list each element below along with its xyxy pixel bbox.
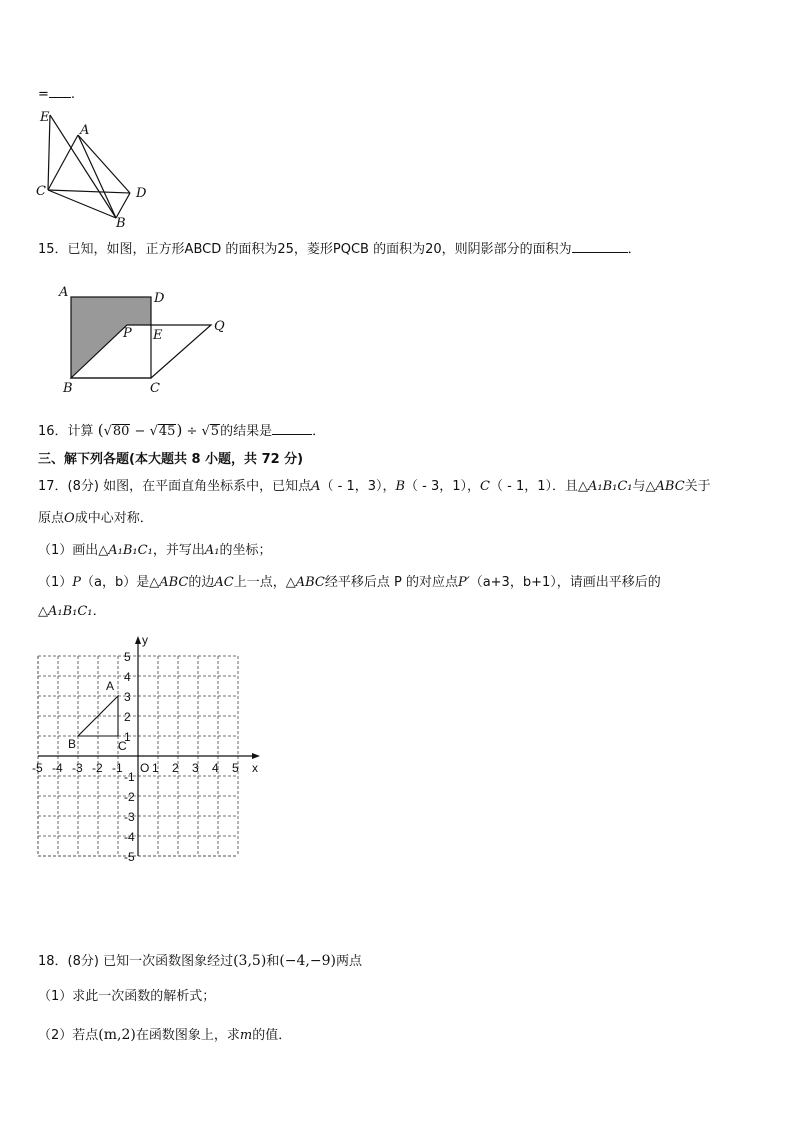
question-17-part-2: （1）P（a，b）是△ABC的边AC上一点，△ABC经平移后点 P 的对应点P′（a+3，b+1），请画出平移后的: [38, 575, 661, 590]
y-tick-label: -3: [124, 810, 135, 824]
x-axis-label: x: [252, 761, 258, 775]
section-3-title: 三、解下列各题(本大题共 8 小题，共 72 分): [38, 452, 304, 467]
answer-blank[interactable]: [572, 239, 628, 253]
y-tick-label: 5: [124, 650, 131, 664]
y-tick-label: 4: [124, 670, 131, 684]
segment-ec: [48, 115, 50, 190]
question-18-part-1: （1）求此一次函数的解析式；: [38, 989, 216, 1004]
x-tick-label: 4: [212, 761, 219, 775]
question-17-part-2-end: △A₁B₁C₁．: [38, 604, 106, 619]
label-b: B: [116, 216, 126, 231]
segment-cd: [48, 190, 130, 193]
label-d: D: [154, 291, 165, 306]
label-e: E: [153, 328, 163, 343]
question-17-line-2: 原点O成中心对称．: [38, 511, 153, 526]
segment-ab: [78, 135, 116, 218]
x-tick-label: -1: [112, 761, 123, 775]
y-tick-label: 1: [124, 730, 131, 744]
origin-label: O: [140, 761, 150, 775]
segment-ad: [78, 135, 130, 193]
x-axis-arrow: [252, 753, 260, 759]
y-tick-label: 3: [124, 690, 131, 704]
question-18-part-2: （2）若点(m,2)在函数图象上，求m的值．: [38, 1027, 292, 1043]
x-tick-label: -2: [92, 761, 103, 775]
segment-cb: [48, 190, 116, 218]
y-tick-label: -1: [124, 770, 135, 784]
x-tick-label: 1: [152, 761, 159, 775]
q14-tail: = .: [38, 84, 75, 104]
x-tick-label: 3: [192, 761, 199, 775]
y-tick-label: -5: [124, 850, 135, 864]
y-axis-label: y: [142, 633, 148, 647]
question-17-line-1: 17．(8分) 如图，在平面直角坐标系中，已知点A（ - 1，3），B（ - 3，1），C（ - 1，1）．且△A₁B₁C₁与△ABC关于: [38, 479, 711, 494]
y-tick-label: -4: [124, 830, 135, 844]
x-tick-label: 2: [172, 761, 179, 775]
coordinate-grid: [32, 633, 276, 870]
answer-blank[interactable]: [272, 421, 312, 435]
label-p: P: [123, 326, 132, 341]
figure-14: [30, 105, 160, 230]
label-c: C: [150, 381, 160, 396]
label-a: A: [80, 123, 90, 138]
point-label-b: B: [68, 737, 77, 751]
question-17-part-1: （1）画出△A₁B₁C₁，并写出A₁的坐标；: [38, 543, 272, 558]
point-label-c: C: [118, 739, 127, 753]
question-15: 15．已知，如图，正方形ABCD 的面积为25，菱形PQCB 的面积为20，则阴影部分的面积为 ．: [38, 239, 641, 259]
x-tick-label: 5: [232, 761, 239, 775]
y-axis-arrow: [135, 636, 141, 644]
y-tick-label: -2: [124, 790, 135, 804]
question-18-line-1: 18．(8分) 已知一次函数图象经过(3,5)和(−4,−9)两点: [38, 953, 362, 969]
label-e: E: [40, 110, 50, 125]
x-tick-label: -5: [32, 761, 43, 775]
y-tick-label: 2: [124, 710, 131, 724]
figure-15: [55, 282, 235, 397]
question-16: 16．计算 (√80 − √45) ÷ √5的结果是 ．: [38, 421, 326, 439]
x-tick-label: -4: [52, 761, 63, 775]
x-tick-label: -3: [72, 761, 83, 775]
label-b: B: [63, 381, 73, 396]
label-c: C: [36, 184, 46, 199]
answer-blank[interactable]: [49, 84, 71, 98]
label-d: D: [136, 186, 147, 201]
point-label-a: A: [106, 679, 115, 693]
label-q: Q: [214, 319, 225, 334]
segment-ca: [48, 135, 78, 190]
label-a: A: [59, 285, 69, 300]
segment-db: [116, 193, 130, 218]
